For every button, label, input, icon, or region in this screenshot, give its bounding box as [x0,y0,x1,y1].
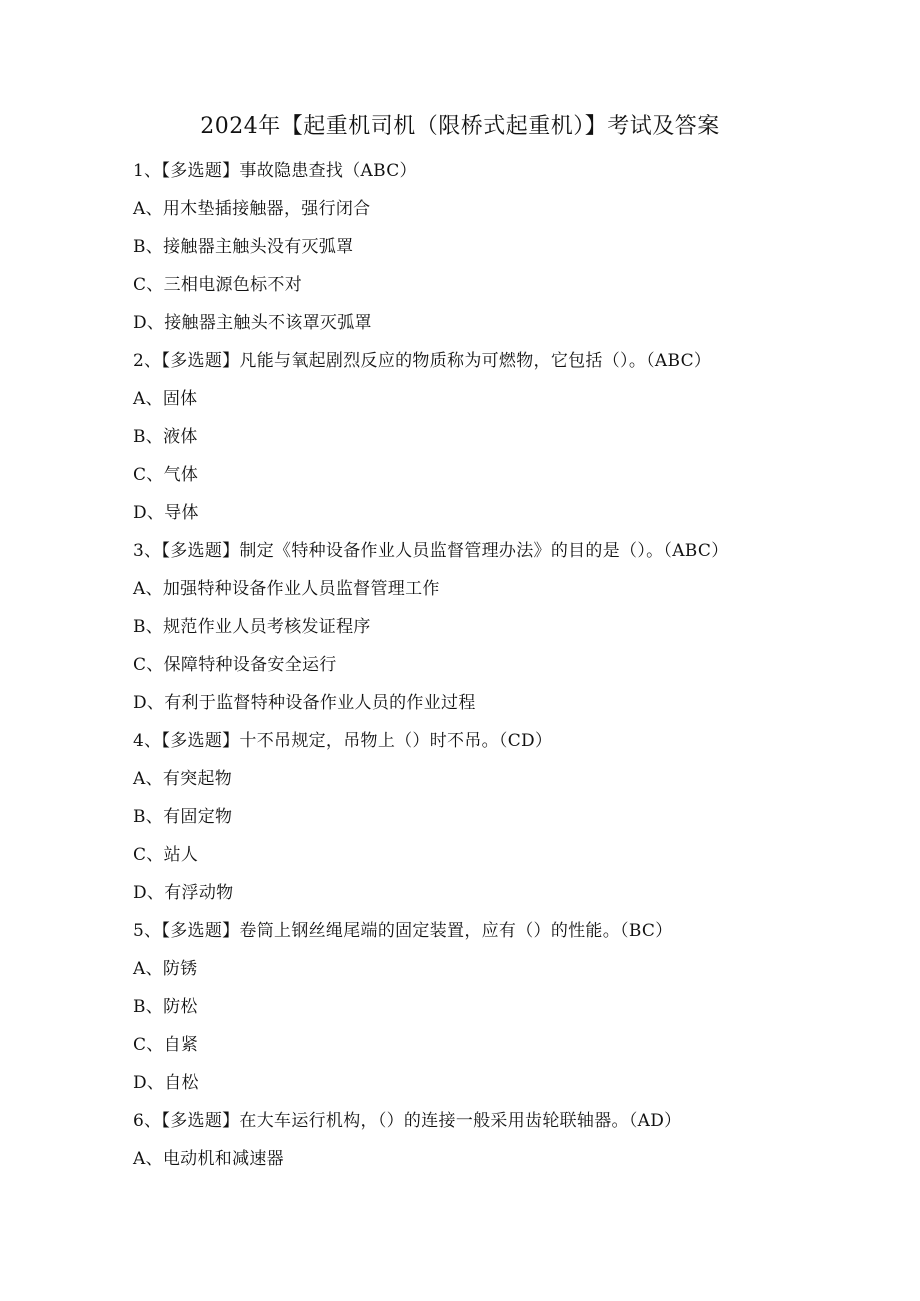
document-title: 2024年【起重机司机（限桥式起重机）】考试及答案 [200,114,720,139]
question-5-text: 5、【多选题】卷筒上钢丝绳尾端的固定装置，应有（）的性能。（BC） [133,921,673,941]
question-4-option-a: A、有突起物 [133,769,233,789]
question-1-option-b: B、接触器主触头没有灭弧罩 [133,237,354,257]
question-2-option-c: C、气体 [133,465,199,485]
question-1-text: 1、【多选题】事故隐患查找（ABC） [133,161,417,181]
question-1-option-a: A、用木垫插接触器，强行闭合 [133,199,371,219]
question-6-text: 6、【多选题】在大车运行机构，（）的连接一般采用齿轮联轴器。（AD） [133,1111,682,1131]
question-6-option-a: A、电动机和减速器 [133,1149,284,1169]
question-5-option-b: B、防松 [133,997,198,1017]
question-3-option-b: B、规范作业人员考核发证程序 [133,617,371,637]
question-3-option-d: D、有利于监督特种设备作业人员的作业过程 [133,693,476,713]
question-1-option-d: D、接触器主触头不该罩灭弧罩 [133,313,372,333]
question-4-option-b: B、有固定物 [133,807,233,827]
question-2-option-d: D、导体 [133,503,199,523]
question-2-option-b: B、液体 [133,427,198,447]
question-3-text: 3、【多选题】制定《特种设备作业人员监督管理办法》的目的是（）。（ABC） [133,541,729,561]
question-3-option-a: A、加强特种设备作业人员监督管理工作 [133,579,440,599]
question-list [133,152,833,1178]
question-4-option-d: D、有浮动物 [133,883,234,903]
question-3-option-c: C、保障特种设备安全运行 [133,655,337,675]
question-5-option-a: A、防锈 [133,959,198,979]
question-2-text: 2、【多选题】凡能与氧起剧烈反应的物质称为可燃物，它包括（）。（ABC） [133,351,712,371]
question-1-option-c: C、三相电源色标不对 [133,275,303,295]
question-5-option-c: C、自紧 [133,1035,199,1055]
question-5-option-d: D、自松 [133,1073,199,1093]
question-4-option-c: C、站人 [133,845,199,865]
question-2-option-a: A、固体 [133,389,198,409]
question-4-text: 4、【多选题】十不吊规定，吊物上（）时不吊。（CD） [133,731,553,751]
